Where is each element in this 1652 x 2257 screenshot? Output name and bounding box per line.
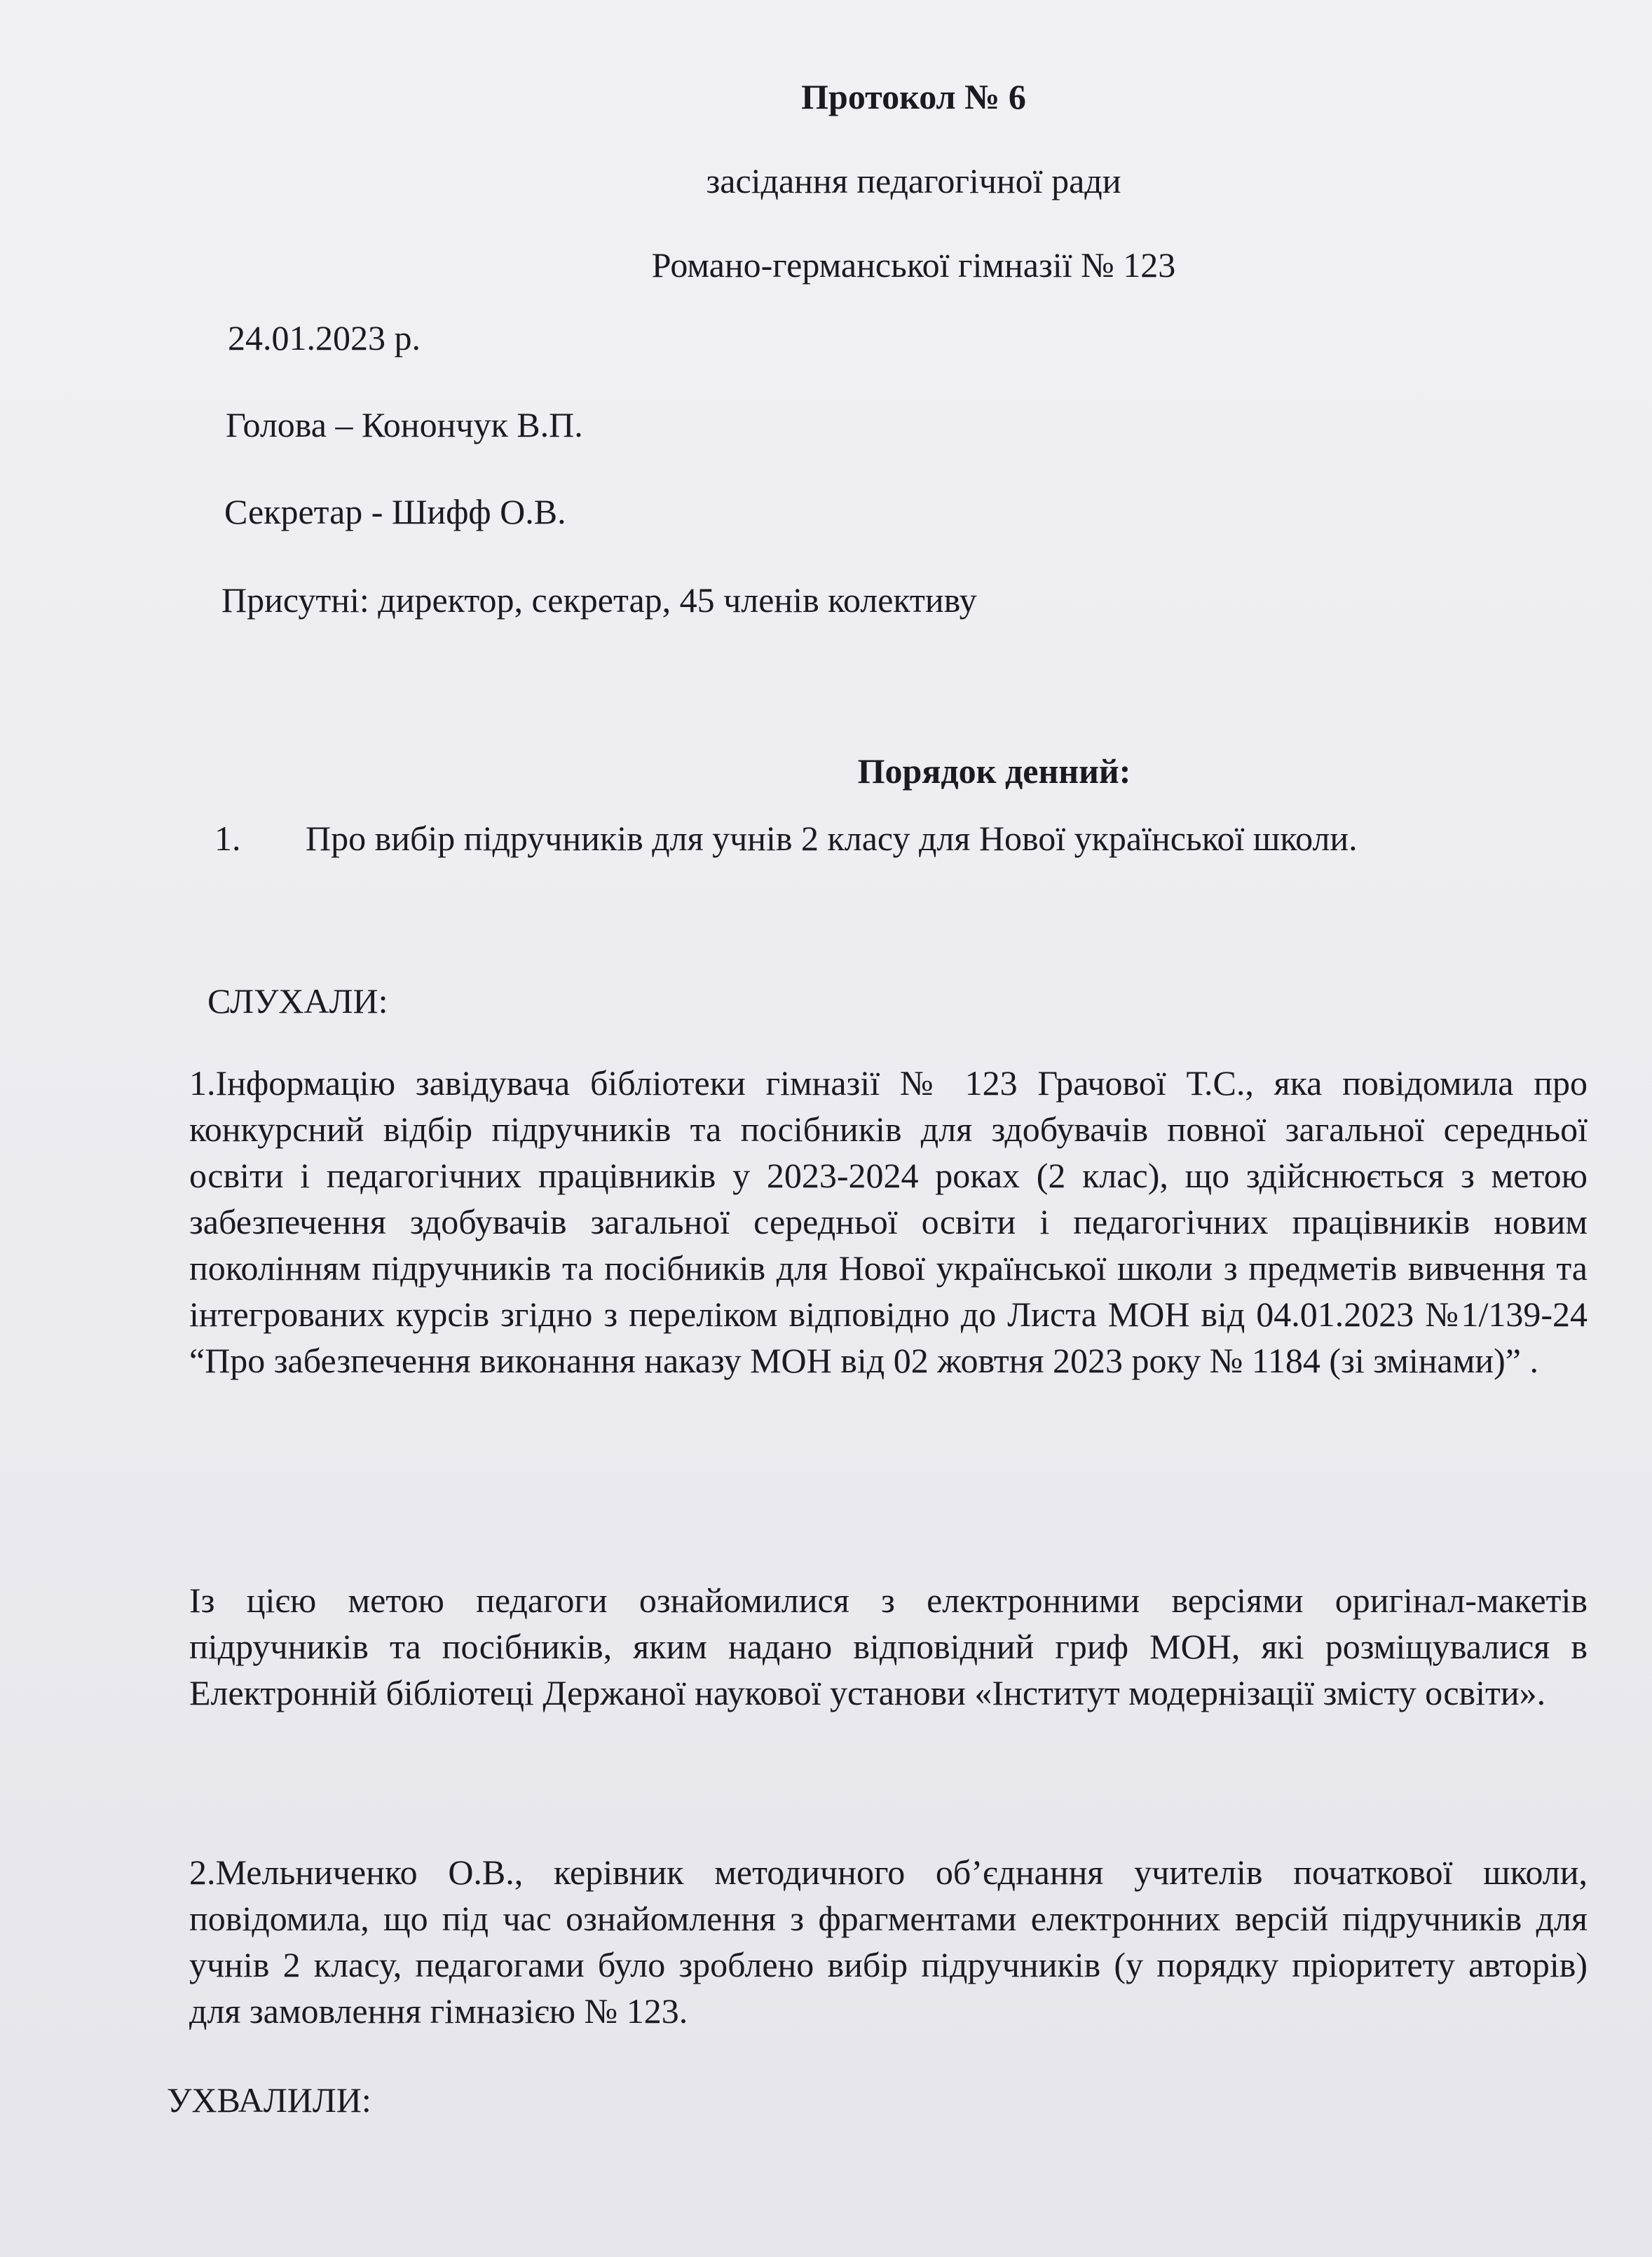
heard-paragraph-1-text: 1.Інформацію завідувача бібліотеки гімназії № 123 Грачової Т.С., яка повідомила про конкурсний відбір підручників та посібників для здобувачів повної загальної середньої освіти і педагогічних працівників у 2023-2024 роках (2 клас), що здійснюється з метою забезпечення здобувачів загальної середньої освіти і педагогічних працівників новим поколінням підручників та посібників для Нової української школи з предметів вивчення та інтегрованих курсів згідно з переліком відповідно до Листа МОН від 04.01.2023 №1/139-24 “Про забезпечення виконання наказу МОН від 02 жовтня 2023 року № 1184 (зі змінами)” .	[189, 1063, 1588, 1380]
meeting-date: 24.01.2023 р.	[228, 318, 421, 357]
meeting-chair: Голова – Конончук В.П.	[226, 405, 583, 444]
protocol-title: Протокол № 6	[801, 77, 1026, 116]
protocol-subtitle-council: засідання педагогічної ради	[706, 161, 1121, 200]
heard-heading: СЛУХАЛИ:	[207, 981, 388, 1021]
heard-paragraph-3	[189, 1849, 1588, 2034]
heard-paragraph-1	[189, 1060, 1588, 1384]
agenda-heading: Порядок денний:	[857, 751, 1131, 791]
heard-paragraph-2-text: Із цією метою педагоги ознайомилися з електронними версіями оригінал-макетів підручників та посібників, яким надано відповідний гриф МОН, які розміщувалися в Електронній бібліотеці Держаної наукової установи «Інститут модернізації змісту освіти».	[189, 1581, 1588, 1712]
heard-paragraph-2	[189, 1577, 1588, 1716]
agenda-item	[214, 817, 1358, 859]
agenda-item-text: Про вибір підручників для учнів 2 класу для Нової української школи.	[306, 819, 1358, 858]
meeting-secretary: Секретар - Шифф О.В.	[224, 492, 566, 531]
protocol-subtitle-school: Романо-германської гімназії № 123	[651, 245, 1176, 285]
meeting-present: Присутні: директор, секретар, 45 членів колективу	[221, 580, 977, 620]
agenda-item-number: 1.	[214, 819, 241, 858]
heard-paragraph-3-text: 2.Мельниченко О.В., керівник методичного об’єднання учителів початкової школи, повідомила, що під час ознайомлення з фрагментами електронних версій підручників для учнів 2 класу, педагогами було зроблено вибір підручників (у порядку пріоритету авторів) для замовлення гімназією № 123.	[189, 1853, 1588, 2031]
decided-heading: УХВАЛИЛИ:	[167, 2080, 371, 2120]
